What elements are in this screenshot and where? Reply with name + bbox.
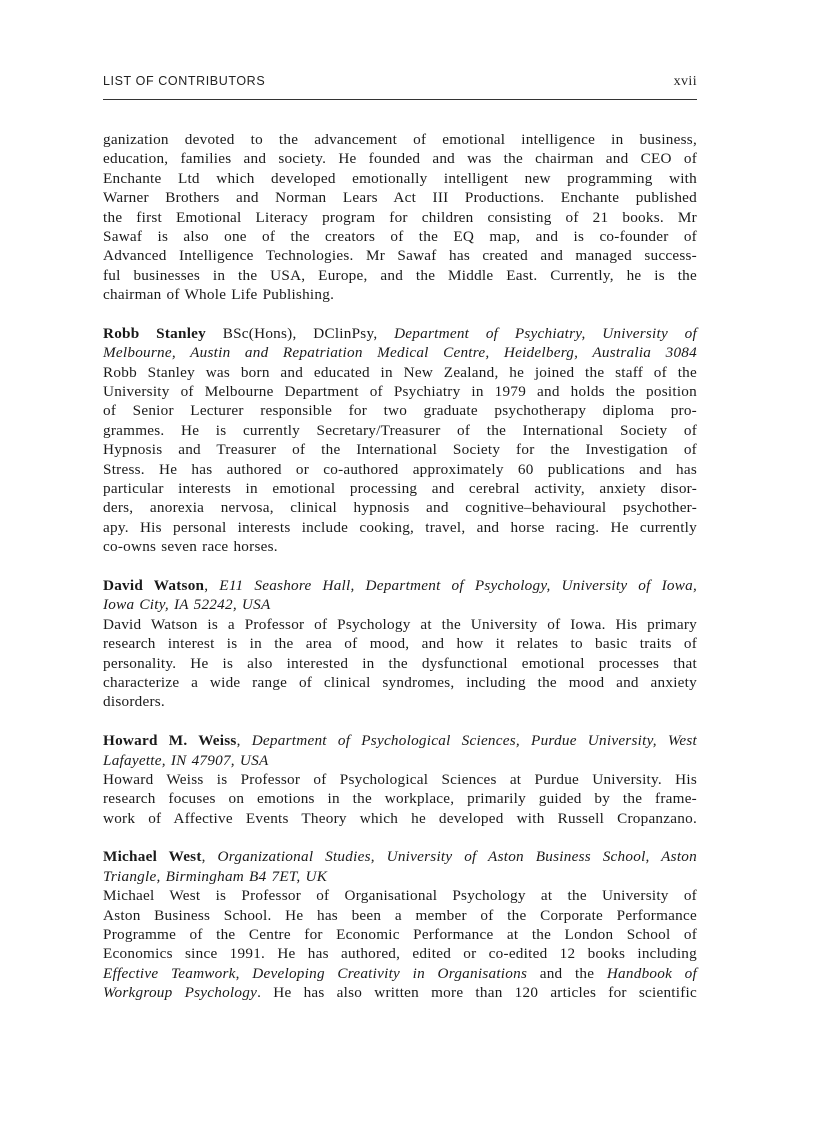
- text-line: [103, 983, 697, 1002]
- text-line: Programme of the Centre for Economic Performance at the London School of: [103, 926, 697, 944]
- contributor-affiliation: Organizational Studies, University of Aston Business School, Aston: [217, 848, 697, 866]
- contributor-affiliation: Iowa City, IA 52242, USA: [103, 596, 271, 614]
- contributor-affiliation: Melbourne, Austin and Repatriation Medical Centre, Heidelberg, Australia 3084: [103, 344, 697, 362]
- text-line: education, families and society. He founded and was the chairman and CEO of: [103, 150, 697, 168]
- text-line: Stress. He has authored or co-authored approximately 60 publications and has: [103, 460, 697, 478]
- text-line: ders, anorexia nervosa, clinical hypnosis and cognitive–behavioural psychother-: [103, 499, 697, 517]
- text-line: Michael West is Professor of Organisational Psychology at the University of: [103, 887, 697, 905]
- book-title: Developing Creativity in Organisations: [252, 964, 528, 982]
- contributor-name: David Watson: [103, 576, 205, 594]
- text-line: Warner Brothers and Norman Lears Act III Productions. Enchante published: [103, 189, 697, 207]
- page-number: xvii: [673, 74, 697, 89]
- text-line: disorders.: [103, 693, 165, 711]
- contributor-credentials: BSc(Hons), DClinPsy,: [206, 324, 395, 342]
- text-line: University of Melbourne Department of Psychiatry in 1979 and holds the position: [103, 383, 697, 401]
- contributor-name: Robb Stanley: [103, 324, 207, 342]
- contributor-entry: [103, 324, 697, 557]
- contributor-entry: [103, 847, 697, 1002]
- contributor-affiliation: Department of Psychological Sciences, Purdue University, West: [251, 732, 697, 750]
- contributor-affiliation: Triangle, Birmingham B4 7ET, UK: [103, 867, 328, 885]
- text-fragment: and the: [527, 964, 607, 982]
- contributor-entry: [103, 731, 697, 828]
- text-line: ful businesses in the USA, Europe, and the Middle East. Currently, he is the: [103, 266, 697, 284]
- text-fragment: ,: [235, 964, 253, 982]
- book-title: Workgroup Psychology: [103, 984, 258, 1002]
- contributors-list: [103, 130, 697, 1022]
- text-line: Sawaf is also one of the creators of the EQ map, and is co-founder of: [103, 227, 697, 245]
- text-line: Economics since 1991. He has authored, edited or co-edited 12 books including: [103, 945, 697, 963]
- text-line: research interest is in the area of mood, and how it relates to basic traits of: [103, 635, 697, 653]
- text-line: Advanced Intelligence Technologies. Mr Sawaf has created and managed success-: [103, 247, 697, 265]
- text-fragment: . He has also written more than 120 articles for scientific: [257, 984, 697, 1002]
- contributor-heading: [103, 847, 697, 866]
- text-line: Robb Stanley was born and educated in New Zealand, he joined the staff of the: [103, 363, 697, 381]
- text-line: David Watson is a Professor of Psychology at the University of Iowa. His primary: [103, 615, 697, 633]
- contributor-credentials: ,: [236, 732, 252, 750]
- contributor-name: Howard M. Weiss: [103, 732, 237, 750]
- contributor-name: Michael West: [103, 848, 202, 866]
- text-line: Enchante Ltd which developed emotionally intelligent new programming with: [103, 169, 697, 187]
- contributor-entry-continued: [103, 130, 697, 305]
- book-title: Handbook of: [606, 964, 697, 982]
- book-title: Effective Teamwork: [103, 964, 236, 982]
- text-line: apy. His personal interests include cooking, travel, and horse racing. He currently: [103, 518, 697, 536]
- contributor-affiliation: Department of Psychiatry, University of: [394, 324, 697, 342]
- text-line: [103, 964, 697, 983]
- contributor-entry: [103, 576, 697, 712]
- text-line: characterize a wide range of clinical syndromes, including the mood and anxiety: [103, 673, 697, 691]
- running-head: [103, 74, 697, 94]
- contributor-heading: [103, 731, 697, 750]
- contributor-credentials: ,: [204, 576, 220, 594]
- text-line: Hypnosis and Treasurer of the International Society for the Investigation of: [103, 441, 697, 459]
- running-head-title: LIST OF CONTRIBUTORS: [103, 74, 266, 88]
- text-line: Aston Business School. He has been a member of the Corporate Performance: [103, 906, 697, 924]
- text-line: of Senior Lecturer responsible for two graduate psychotherapy diploma pro-: [103, 402, 697, 420]
- header-rule: [103, 99, 697, 100]
- contributor-affiliation: Lafayette, IN 47907, USA: [103, 751, 269, 769]
- text-line: Howard Weiss is Professor of Psychological Sciences at Purdue University. His: [103, 770, 697, 788]
- contributor-heading: [103, 324, 697, 343]
- contributor-heading: [103, 576, 697, 595]
- text-line: particular interests in emotional processing and cerebral activity, anxiety disor-: [103, 480, 697, 498]
- text-line: grammes. He is currently Secretary/Treasurer of the International Society of: [103, 421, 697, 439]
- contributor-affiliation: E11 Seashore Hall, Department of Psychology, University of Iowa,: [219, 576, 698, 594]
- text-line: the first Emotional Literacy program for children consisting of 21 books. Mr: [103, 208, 697, 226]
- text-line: research focuses on emotions in the workplace, primarily guided by the frame-: [103, 790, 697, 808]
- text-line: chairman of Whole Life Publishing.: [103, 286, 335, 304]
- contributor-credentials: ,: [201, 848, 218, 866]
- text-line: ganization devoted to the advancement of emotional intelligence in business,: [103, 131, 697, 148]
- text-line: work of Affective Events Theory which he developed with Russell Cropanzano.: [103, 809, 697, 827]
- text-line: co-owns seven race horses.: [103, 538, 278, 556]
- text-line: personality. He is also interested in the dysfunctional emotional processes that: [103, 654, 697, 672]
